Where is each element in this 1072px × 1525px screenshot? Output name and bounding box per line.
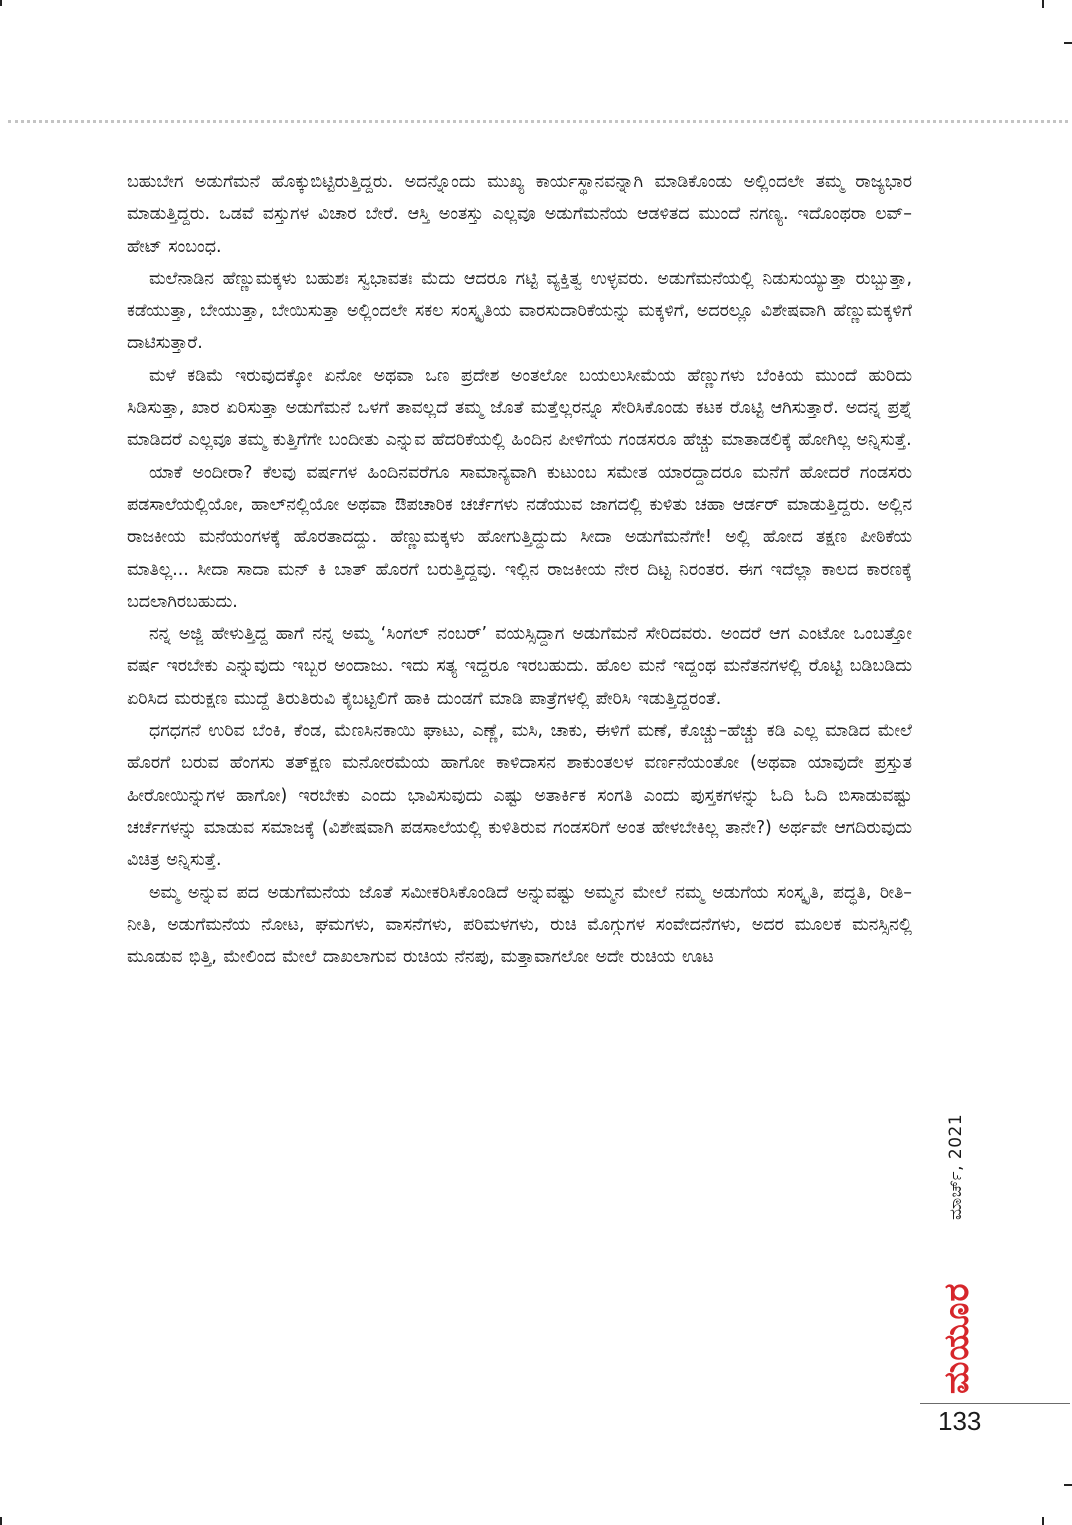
article-body [127,166,912,973]
paragraph: ಧಗಧಗನೆ ಉರಿವ ಬೆಂಕಿ, ಕೆಂಡ, ಮೆಣಸಿನಕಾಯಿ ಘಾಟು, ಎಣ್ಣೆ, ಮಸಿ, ಚಾಕು, ಈಳಿಗೆ ಮಣೆ, ಕೊಚ್ಚು–ಹೆಚ್ಚು ಕಡಿ ಎಲ್ಲ ಮಾಡಿದ ಮೇಲೆ ಹೊರಗೆ ಬರುವ ಹೆಂಗಸು ತತ್‌ಕ್ಷಣ ಮನೋರಮೆಯ ಹಾಗೋ ಕಾಳಿದಾಸನ ಶಾಕುಂತಲಳ ವರ್ಣನೆಯಂತೋ (ಅಥವಾ ಯಾವುದೇ ಪ್ರಸ್ತುತ ಹೀರೋಯಿನ್ನುಗಳ ಹಾಗೋ) ಇರಬೇಕು ಎಂದು ಭಾವಿಸುವುದು ಎಷ್ಟು ಅತಾರ್ಕಿಕ ಸಂಗತಿ ಎಂದು ಪುಸ್ತಕಗಳನ್ನು ಓದಿ ಓದಿ ಬಿಸಾಡುವಷ್ಟು ಚರ್ಚೆಗಳನ್ನು ಮಾಡುವ ಸಮಾಜಕ್ಕೆ (ವಿಶೇಷವಾಗಿ ಪಡಸಾಲೆಯಲ್ಲಿ ಕುಳಿತಿರುವ ಗಂಡಸರಿಗೆ ಅಂತ ಹೇಳಬೇಕಿಲ್ಲ ತಾನೇ?) ಅರ್ಥವೇ ಆಗದಿರುವುದು ವಿಚಿತ್ರ ಅನ್ನಿಸುತ್ತೆ. [127,721,912,871]
header-dotted-rule [8,120,1068,123]
crop-mark-bottom-left [0,1517,2,1525]
crop-mark-bottom-right [1042,1517,1044,1525]
paragraph: ಮಲೆನಾಡಿನ ಹೆಣ್ಣುಮಕ್ಕಳು ಬಹುಶಃ ಸ್ವಭಾವತಃ ಮೆದು ಆದರೂ ಗಟ್ಟಿ ವ್ಯಕ್ತಿತ್ವ ಉಳ್ಳವರು. ಅಡುಗೆಮನೆಯಲ್ಲಿ ನಿಡುಸುಯ್ಯುತ್ತಾ ರುಬ್ಬುತ್ತಾ, ಕಡೆಯುತ್ತಾ, ಬೇಯುತ್ತಾ, ಬೇಯಿಸುತ್ತಾ ಅಲ್ಲಿಂದಲೇ ಸಕಲ ಸಂಸ್ಕೃತಿಯ ವಾರಸುದಾರಿಕೆಯನ್ನು ಮಕ್ಕಳಿಗೆ, ಅದರಲ್ಲೂ ವಿಶೇಷವಾಗಿ ಹೆಣ್ಣುಮಕ್ಕಳಿಗೆ ದಾಟಿಸುತ್ತಾರೆ. [127,268,912,354]
crop-mark-right-upper [1064,42,1072,44]
page-number: 133 [938,1406,982,1436]
footer-rule [920,1403,1070,1404]
paragraph: ಬಹುಬೇಗ ಅಡುಗೆಮನೆ ಹೊಕ್ಕುಬಿಟ್ಟಿರುತ್ತಿದ್ದರು. ಅದನ್ನೊಂದು ಮುಖ್ಯ ಕಾರ್ಯಸ್ಥಾನವನ್ನಾಗಿ ಮಾಡಿಕೊಂಡು ಅಲ್ಲಿಂದಲೇ ತಮ್ಮ ರಾಜ್ಯಭಾರ ಮಾಡುತ್ತಿದ್ದರು. ಒಡವೆ ವಸ್ತುಗಳ ವಿಚಾರ ಬೇರೆ. ಆಸ್ತಿ ಅಂತಸ್ತು ಎಲ್ಲವೂ ಅಡುಗೆಮನೆಯ ಆಡಳಿತದ ಮುಂದೆ ನಗಣ್ಯ. ಇದೊಂಥರಾ ಲವ್–ಹೇಟ್ ಸಂಬಂಧ. [127,172,912,257]
crop-mark-top-right [1042,0,1044,8]
paragraph: ಮಳೆ ಕಡಿಮೆ ಇರುವುದಕ್ಕೋ ಏನೋ ಅಥವಾ ಒಣ ಪ್ರದೇಶ ಅಂತಲೋ ಬಯಲುಸೀಮೆಯ ಹೆಣ್ಣುಗಳು ಬೆಂಕಿಯ ಮುಂದೆ ಹುರಿದು ಸಿಡಿಸುತ್ತಾ, ಖಾರ ಏರಿಸುತ್ತಾ ಅಡುಗೆಮನೆ ಒಳಗೆ ತಾವಲ್ಲದೆ ತಮ್ಮ ಜೊತೆ ಮತ್ತೆಲ್ಲರನ್ನೂ ಸೇರಿಸಿಕೊಂಡು ಕಟಕ ರೊಟ್ಟಿ ಆಗಿಸುತ್ತಾರೆ. ಅದನ್ನ ಪ್ರಶ್ನೆ ಮಾಡಿದರೆ ಎಲ್ಲವೂ ತಮ್ಮ ಕುತ್ತಿಗೆಗೇ ಬಂದೀತು ಎನ್ನುವ ಹೆದರಿಕೆಯಲ್ಲಿ ಹಿಂದಿನ ಪೀಳಿಗೆಯ ಗಂಡಸರೂ ಹೆಚ್ಚು ಮಾತಾಡಲಿಕ್ಕೆ ಹೋಗಿಲ್ಲ ಅನ್ನಿಸುತ್ತೆ. [127,365,912,451]
crop-mark-top-left [0,0,2,6]
paragraph: ಅಮ್ಮ ಅನ್ನುವ ಪದ ಅಡುಗೆಮನೆಯ ಜೊತೆ ಸಮೀಕರಿಸಿಕೊಂಡಿದೆ ಅನ್ನುವಷ್ಟು ಅಮ್ಮನ ಮೇಲೆ ನಮ್ಮ ಅಡುಗೆಯ ಸಂಸ್ಕೃತಿ, ಪದ್ಧತಿ, ರೀತಿ–ನೀತಿ, ಅಡುಗೆಮನೆಯ ನೋಟ, ಘಮಗಳು, ವಾಸನೆಗಳು, ಪರಿಮಳಗಳು, ರುಚಿ ಮೊಗ್ಗುಗಳ ಸಂವೇದನೆಗಳು, ಅದರ ಮೂಲಕ ಮನಸ್ಸಿನಲ್ಲಿ ಮೂಡುವ ಭಿತ್ತಿ, ಮೇಲಿಂದ ಮೇಲೆ ದಾಖಲಾಗುವ ರುಚಿಯ ನೆನಪು, ಮತ್ತಾವಾಗಲೋ ಅದೇ ರುಚಿಯ ಊಟ [127,882,912,968]
paragraph: ಯಾಕೆ ಅಂದೀರಾ? ಕೆಲವು ವರ್ಷಗಳ ಹಿಂದಿನವರೆಗೂ ಸಾಮಾನ್ಯವಾಗಿ ಕುಟುಂಬ ಸಮೇತ ಯಾರದ್ದಾದರೂ ಮನೆಗೆ ಹೋದರೆ ಗಂಡಸರು ಪಡಸಾಲೆಯಲ್ಲಿಯೋ, ಹಾಲ್‌ನಲ್ಲಿಯೋ ಅಥವಾ ಔಪಚಾರಿಕ ಚರ್ಚೆಗಳು ನಡೆಯುವ ಜಾಗದಲ್ಲಿ ಕುಳಿತು ಚಹಾ ಆರ್ಡರ್ ಮಾಡುತ್ತಿದ್ದರು. ಅಲ್ಲಿನ ರಾಜಕೀಯ ಮನೆಯಂಗಳಕ್ಕೆ ಹೊರತಾದದ್ದು. ಹೆಣ್ಣುಮಕ್ಕಳು ಹೋಗುತ್ತಿದ್ದುದು ಸೀದಾ ಅಡುಗೆಮನೆಗೇ! ಅಲ್ಲಿ ಹೋದ ತಕ್ಷಣ ಪೀಠಿಕೆಯ ಮಾತಿಲ್ಲ... ಸೀದಾ ಸಾದಾ ಮನ್ ಕಿ ಬಾತ್ ಹೊರಗೆ ಬರುತ್ತಿದ್ದವು. ಇಲ್ಲಿನ ರಾಜಕೀಯ ನೇರ ದಿಟ್ಟ ನಿರಂತರ. ಈಗ ಇದೆಲ್ಲಾ ಕಾಲದ ಕಾರಣಕ್ಕೆ ಬದಲಾಗಿರಬಹುದು. [127,462,912,612]
crop-mark-right-lower [1064,1484,1072,1486]
magazine-logo: ಮಯೂರ [937,1282,977,1394]
paragraph: ನನ್ನ ಅಜ್ಜಿ ಹೇಳುತ್ತಿದ್ದ ಹಾಗೆ ನನ್ನ ಅಮ್ಮ ‘ಸಿಂಗಲ್ ನಂಬರ್’ ವಯಸ್ಸಿದ್ದಾಗ ಅಡುಗೆಮನೆ ಸೇರಿದವರು. ಅಂದರೆ ಆಗ ಎಂಟೋ ಒಂಬತ್ತೋ ವರ್ಷ ಇರಬೇಕು ಎನ್ನುವುದು ಇಬ್ಬರ ಅಂದಾಜು. ಇದು ಸತ್ಯ ಇದ್ದರೂ ಇರಬಹುದು. ಹೊಲ ಮನೆ ಇದ್ದಂಥ ಮನೆತನಗಳಲ್ಲಿ ರೊಟ್ಟಿ ಬಡಿಬಡಿದು ಏರಿಸಿದ ಮರುಕ್ಷಣ ಮುದ್ದೆ ತಿರುತಿರುವಿ ಕೈಬಟ್ಟಲಿಗೆ ಹಾಕಿ ದುಂಡಗೆ ಮಾಡಿ ಪಾತ್ರೆಗಳಲ್ಲಿ ಪೇರಿಸಿ ಇಡುತ್ತಿದ್ದರಂತೆ. [127,624,912,709]
issue-date: ಮಾರ್ಚ್, 2021 [946,1113,966,1220]
